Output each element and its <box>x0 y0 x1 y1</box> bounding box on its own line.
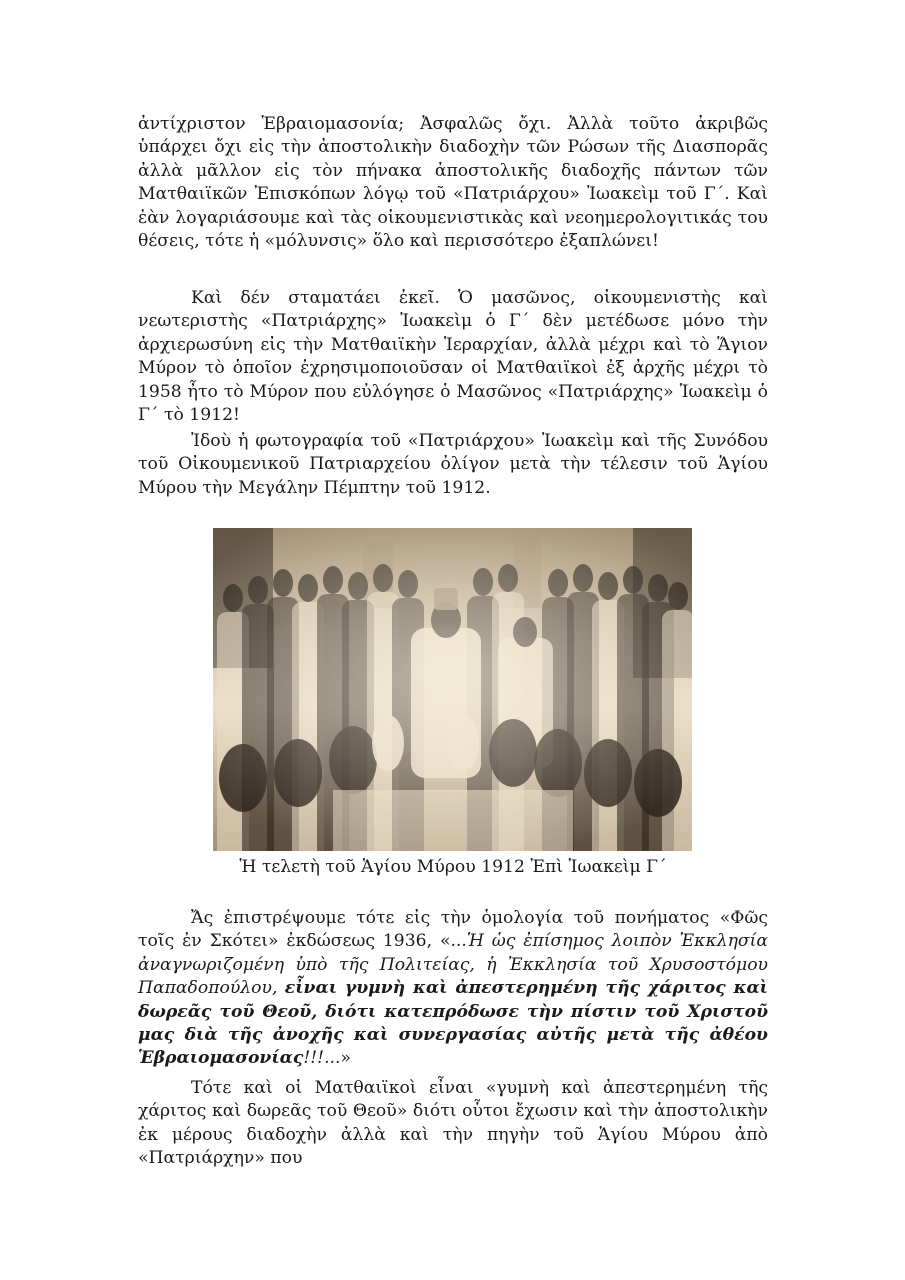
paragraph-4-quote-italic: ...Ἡ ὡς ἐπίσημος λοιπὸν Ἐκκλησία ἀναγνωριζομένη ὑπὸ τῆς Πολιτείας, ἡ Ἐκκλησία τοῦ Χρυσοστόμου Παπαδοπούλου, <box>138 931 768 999</box>
paragraph-2-text: Καὶ δέν σταματάει ἐκεῖ. Ὁ μασῶνος, οἰκουμενιστὴς καὶ νεωτεριστὴς «Πατριάρχης» Ἰωακεὶμ ὁ Γ΄ δὲν μετέδωσε μόνο τὴν ἀρχιερωσύνη εἰς τὴν Ματθαιϊκὴν Ἱεραρχίαν, ἀλλὰ μέχρι καὶ τὸ Ἅγιον Μύρον τὸ ὁποῖον ἐχρησιμοποιοῦσαν οἱ Ματθαιϊκοὶ ἐξ ἀρχῆς μέχρι τὸ 1958 ἦτο τὸ Μύρον που εὐλόγησε ὁ Μασῶνος «Πατριάρχης» Ἰωακεὶμ ὁ Γ΄ τὸ 1912! <box>138 288 768 426</box>
paragraph-5-text: Τότε καὶ οἱ Ματθαιϊκοὶ εἶναι «γυμνὴ καὶ ἀπεστερημένη τῆς χάριτος καὶ δωρεᾶς τοῦ Θεοῦ» διότι οὗτοι ἔχωσιν καὶ τὴν ἀποστολικὴν ἐκ μέρους διαδοχὴν ἀλλὰ καὶ τὴν πηγὴν τοῦ Ἁγίου Μύρου ἀπὸ «Πατριάρχην» που <box>138 1078 768 1169</box>
paragraph-4-close: » <box>340 1048 351 1069</box>
paragraph-4-quote-tail: !!!... <box>303 1048 341 1069</box>
paragraph-4-text <box>138 907 768 1071</box>
paragraph-4 <box>138 907 768 1071</box>
paragraph-3-text: Ἰδοὺ ἡ φωτογραφία τοῦ «Πατριάρχου» Ἰωακεὶμ καὶ τῆς Συνόδου τοῦ Οἰκουμενικοῦ Πατριαρχείου ὀλίγον μετὰ τὴν τέλεσιν τοῦ Ἁγίου Μύρου τὴν Μεγάλην Πέμπτην τοῦ 1912. <box>138 431 768 498</box>
paragraph-2 <box>138 287 768 427</box>
paragraph-4-quote-bold: εἶναι γυμνὴ καὶ ἀπεστερημένη τῆς χάριτος καὶ δωρεᾶς τοῦ Θεοῦ, διότι κατεπρόδωσε τὴν πίστιν τοῦ Χριστοῦ μας διὰ τῆς ἀνοχῆς καὶ συνεργασίας αὐτῆς μετὰ τῆς ἀθέου Ἑβραιομασονίας <box>138 978 768 1069</box>
paragraph-1 <box>138 113 768 253</box>
ceremony-photo-image <box>213 528 692 851</box>
paragraph-1-text: ἀντίχριστον Ἑβραιομασονία; Ἀσφαλῶς ὄχι. Ἀλλὰ τοῦτο ἀκριβῶς ὑπάρχει ὄχι εἰς τὴν ἀποστολικὴν διαδοχὴν τῶν Ρώσων τῆς Διασπορᾶς ἀλλὰ μᾶλλον εἰς τὸν πήνακα ἀποστολικῆς διαδοχῆς πάντων τῶν Ματθαιϊκῶν Ἐπισκόπων λόγῳ τοῦ «Πατριάρχου» Ἰωακεὶμ τοῦ Γ΄. Καὶ ἐὰν λογαριάσουμε καὶ τὰς οἰκουμενιστικὰς καὶ νεοημερολογιτικάς του θέσεις, τότε ἡ «μόλυνσις» ὅλο καὶ περισσότερο ἐξαπλώνει! <box>138 114 768 252</box>
paragraph-5 <box>138 1077 768 1171</box>
paragraph-4-lead: Ἄς ἐπιστρέψουμε τότε εἰς τὴν ὁμολογία τοῦ πονήματος «Φῶς τοῖς ἐν Σκότει» ἐκδώσεως 1936, « <box>138 908 768 952</box>
ceremony-photo <box>213 528 692 851</box>
photo-caption: Ἡ τελετὴ τοῦ Ἁγίου Μύρου 1912 Ἐπὶ Ἰωακεὶμ Γ΄ <box>239 857 667 877</box>
paragraph-3 <box>138 430 768 500</box>
